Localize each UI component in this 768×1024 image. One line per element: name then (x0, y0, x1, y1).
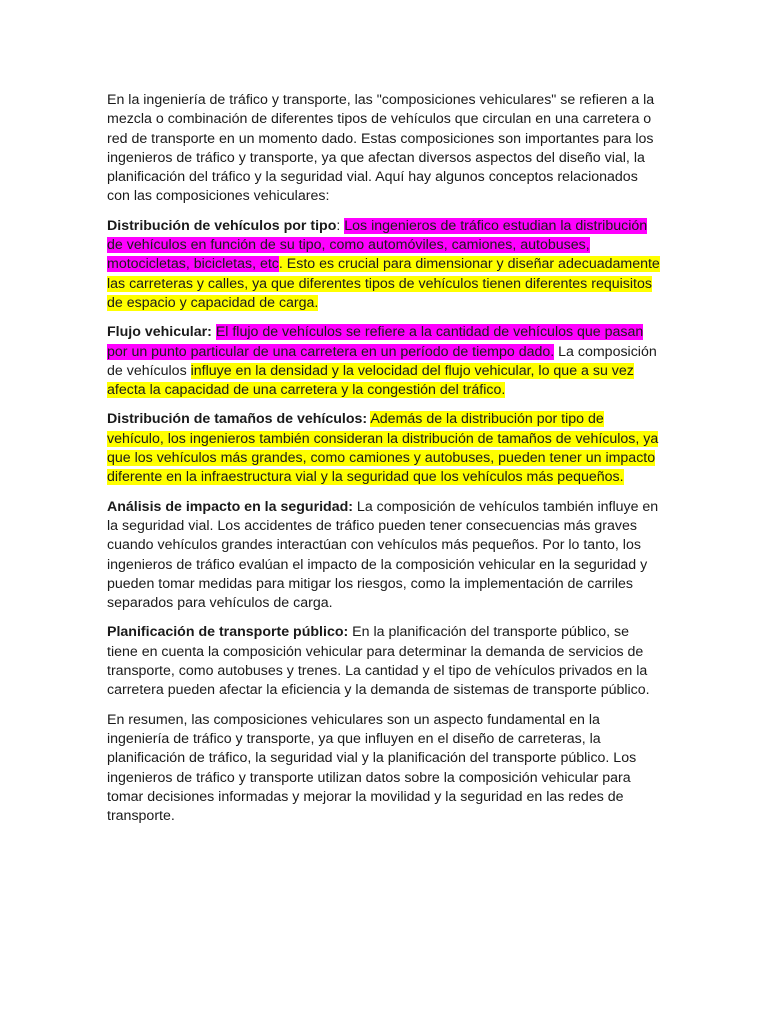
section-body: En la planificación del transporte público, se tiene en cuenta la composición vehicular para determinar la demanda de servicios de transporte, como autobuses y trenes. La cantidad y el tipo de vehículos privados en la carretera pueden afectar la eficiencia y la demanda de sistemas de transporte público. (107, 624, 650, 699)
section-vehicle-type (107, 217, 663, 313)
section-title: Distribución de tamaños de vehículos: (107, 411, 368, 428)
document-page (107, 91, 663, 836)
section-separator: : (336, 217, 345, 234)
section-title: Flujo vehicular: (107, 324, 212, 341)
section-vehicle-sizes (107, 410, 663, 487)
conclusion-paragraph: En resumen, las composiciones vehiculares son un aspecto fundamental en la ingeniería de tráfico y transporte, ya que influyen en el diseño de carreteras, la planificación de tráfico, la seguridad vial y la planificación del transporte público. Los ingenieros de tráfico y transporte utilizan datos sobre la composición vehicular para tomar decisiones informadas y mejorar la movilidad y la seguridad en las redes de transporte. (107, 711, 637, 825)
pink-highlight-text: El flujo de vehículos se refiere a la cantidad de vehículos que pasan por un punto particular de una carretera en un período de tiempo dado. (107, 324, 644, 360)
section-vehicle-flow (107, 323, 663, 400)
section-safety-analysis (107, 498, 663, 614)
section-public-transport (107, 623, 663, 700)
yellow-highlight-text: Además de la distribución por tipo de vehículo, los ingenieros también consideran la distribución de tamaños de vehículos, ya que los vehículos más grandes, como camiones y autobuses, pueden tener un impacto diferente en la infraestructura vial y la seguridad que los vehículos más pequeños. (107, 411, 659, 486)
yellow-highlight-text: . Esto es crucial para dimensionar y diseñar adecuadamente las carreteras y calles, ya que diferentes tipos de vehículos tienen diferentes requisitos de espacio y capacidad de carga. (107, 256, 660, 311)
intro-paragraph: En la ingeniería de tráfico y transporte, las "composiciones vehiculares" se refieren a la mezcla o combinación de diferentes tipos de vehículos que circulan en una carretera o red de transporte en un momento dado. Estas composiciones son importantes para los ingenieros de tráfico y transporte, ya que afectan diversos aspectos del diseño vial, la planificación del tráfico y la seguridad vial. Aquí hay algunos conceptos relacionados con las composiciones vehiculares: (107, 92, 655, 205)
yellow-highlight-text: influye en la densidad y la velocidad del flujo vehicular, lo que a su vez afecta la capacidad de una carretera y la congestión del tráfico. (107, 362, 634, 399)
section-title: Análisis de impacto en la seguridad: (107, 498, 353, 515)
pink-highlight-text: Los ingenieros de tráfico estudian la distribución de vehículos en función de su tipo, como automóviles, camiones, autobuses, motocicletas, bicicletas, etc (107, 217, 648, 273)
plain-text: La composición de vehículos (107, 343, 657, 379)
section-title: Distribución de vehículos por tipo (107, 217, 337, 234)
section-body: La composición de vehículos también influye en la seguridad vial. Los accidentes de tráfico pueden tener consecuencias más graves cuando vehículos grandes interactúan con vehículos más pequeños. Por lo tanto, los ingenieros de tráfico evalúan el impacto de la composición vehicular en la seguridad y pueden tomar medidas para mitigar los riesgos, como la implementación de carriles separados para vehículos de carga. (107, 498, 659, 612)
section-title: Planificación de transporte público: (107, 624, 349, 641)
